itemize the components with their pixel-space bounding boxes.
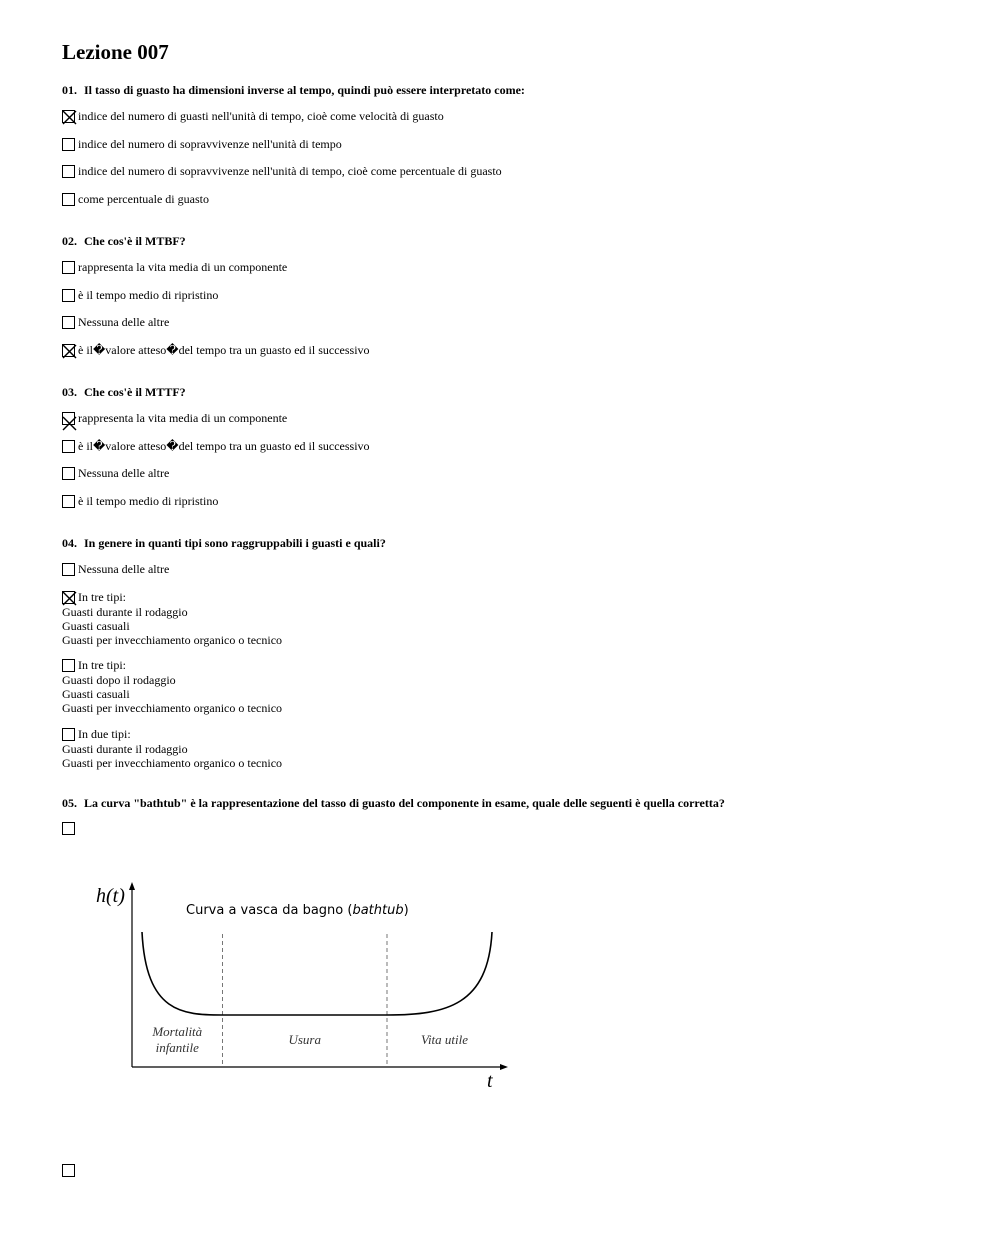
- checkbox-checked[interactable]: [62, 110, 75, 123]
- answer-option[interactable]: [62, 287, 218, 303]
- region-label-1: Mortalità: [152, 1024, 203, 1039]
- bathtub-curve: [142, 932, 492, 1015]
- answer-option[interactable]: [62, 259, 287, 275]
- checkbox[interactable]: [62, 563, 75, 576]
- option-text: è il�valore atteso�del tempo tra un guasto ed il successivo: [78, 343, 370, 357]
- question-number: 05.: [62, 796, 77, 810]
- option-text: è il tempo medio di ripristino: [78, 494, 219, 508]
- option-text: indice del numero di sopravvivenze nell'unità di tempo, cioè come percentuale di guasto: [78, 164, 502, 178]
- option-text: In tre tipi:: [78, 658, 126, 672]
- answer-option[interactable]: [62, 163, 502, 179]
- option-text: indice del numero di sopravvivenze nell'unità di tempo: [78, 137, 342, 151]
- question-number: 03.: [62, 385, 77, 399]
- answer-option[interactable]: [62, 410, 287, 426]
- answer-option[interactable]: [62, 191, 209, 207]
- option-text: è il tempo medio di ripristino: [78, 288, 219, 302]
- option-text: In tre tipi:: [78, 590, 126, 604]
- question-text: Che cos'è il MTTF?: [84, 385, 186, 399]
- checkbox[interactable]: [62, 165, 75, 178]
- question-number: 01.: [62, 83, 77, 97]
- option-text: indice del numero di guasti nell'unità di tempo, cioè come velocità di guasto: [78, 109, 444, 123]
- option-text: Nessuna delle altre: [78, 315, 170, 329]
- region-label-1: infantile: [155, 1040, 199, 1055]
- checkbox[interactable]: [62, 261, 75, 274]
- option-text-line: Guasti durante il rodaggio: [62, 742, 188, 756]
- question-text: Che cos'è il MTBF?: [84, 234, 186, 248]
- x-axis-arrow: [500, 1064, 508, 1070]
- option-text: rappresenta la vita media di un componente: [78, 411, 288, 425]
- option-text: rappresenta la vita media di un componente: [78, 260, 288, 274]
- question-text: La curva "bathtub" è la rappresentazione del tasso di guasto del componente in esame, quale delle seguenti è quella corretta?: [84, 796, 725, 810]
- checked-cross-icon: [62, 110, 77, 125]
- option-text: Nessuna delle altre: [78, 466, 170, 480]
- checkbox[interactable]: [62, 138, 75, 151]
- answer-option[interactable]: [62, 493, 218, 509]
- y-axis-arrow: [129, 882, 135, 890]
- checked-cross-icon: [62, 344, 77, 359]
- checkbox[interactable]: [62, 193, 75, 206]
- checked-cross-icon: [62, 591, 77, 606]
- answer-option[interactable]: [62, 726, 282, 770]
- option-text: Nessuna delle altre: [78, 562, 170, 576]
- option-text: come percentuale di guasto: [78, 192, 209, 206]
- x-axis-label: t: [487, 1070, 493, 1092]
- region-label-2: Usura: [288, 1032, 322, 1047]
- option-text: In due tipi:: [78, 727, 131, 741]
- region-label-3: Vita utile: [420, 1032, 469, 1047]
- checkbox[interactable]: [62, 440, 75, 453]
- question-number: 02.: [62, 234, 77, 248]
- answer-option[interactable]: [62, 108, 444, 124]
- checkbox-checked[interactable]: [62, 591, 75, 604]
- checkbox[interactable]: [62, 659, 75, 672]
- question-05-heading: [62, 795, 725, 811]
- bathtub-chart-svg: [90, 874, 520, 1100]
- checked-cross-icon: [62, 412, 77, 431]
- option-text: è il�valore atteso�del tempo tra un guasto ed il successivo: [78, 439, 370, 453]
- answer-option[interactable]: [62, 438, 370, 454]
- option-text-line: Guasti casuali: [62, 687, 130, 701]
- question-02-heading: [62, 233, 186, 249]
- answer-option[interactable]: [62, 465, 169, 481]
- answer-option[interactable]: [62, 136, 342, 152]
- page-title: Lezione 007: [62, 40, 169, 64]
- question-text: In genere in quanti tipi sono raggruppabili i guasti e quali?: [84, 536, 386, 550]
- answer-option[interactable]: [62, 657, 282, 715]
- option-text-line: Guasti durante il rodaggio: [62, 605, 188, 619]
- option-text-line: Guasti per invecchiamento organico o tecnico: [62, 701, 283, 715]
- checkbox[interactable]: [62, 289, 75, 302]
- option-text-line: Guasti per invecchiamento organico o tecnico: [62, 633, 283, 647]
- question-number: 04.: [62, 536, 77, 550]
- option-text-line: Guasti casuali: [62, 619, 130, 633]
- answer-option[interactable]: [62, 589, 282, 647]
- checkbox[interactable]: [62, 316, 75, 329]
- checkbox-checked[interactable]: [62, 412, 75, 425]
- option-text-line: Guasti per invecchiamento organico o tecnico: [62, 756, 283, 770]
- answer-checkbox[interactable]: [62, 1164, 75, 1177]
- answer-option[interactable]: [62, 561, 169, 577]
- question-01-heading: [62, 82, 525, 98]
- checkbox[interactable]: [62, 728, 75, 741]
- y-axis-label: h(t): [96, 885, 125, 907]
- question-04-heading: [62, 535, 386, 551]
- checkbox[interactable]: [62, 467, 75, 480]
- option-text-line: Guasti dopo il rodaggio: [62, 673, 176, 687]
- question-text: Il tasso di guasto ha dimensioni inverse al tempo, quindi può essere interpretato come:: [84, 83, 525, 97]
- answer-option[interactable]: [62, 342, 370, 358]
- checkbox[interactable]: [62, 495, 75, 508]
- answer-checkbox[interactable]: [62, 822, 75, 835]
- chart-title: Curva a vasca da bagno (bathtub): [186, 903, 409, 918]
- question-03-heading: [62, 384, 186, 400]
- answer-option[interactable]: [62, 314, 169, 330]
- checkbox-checked[interactable]: [62, 344, 75, 357]
- bathtub-chart: [90, 874, 520, 1100]
